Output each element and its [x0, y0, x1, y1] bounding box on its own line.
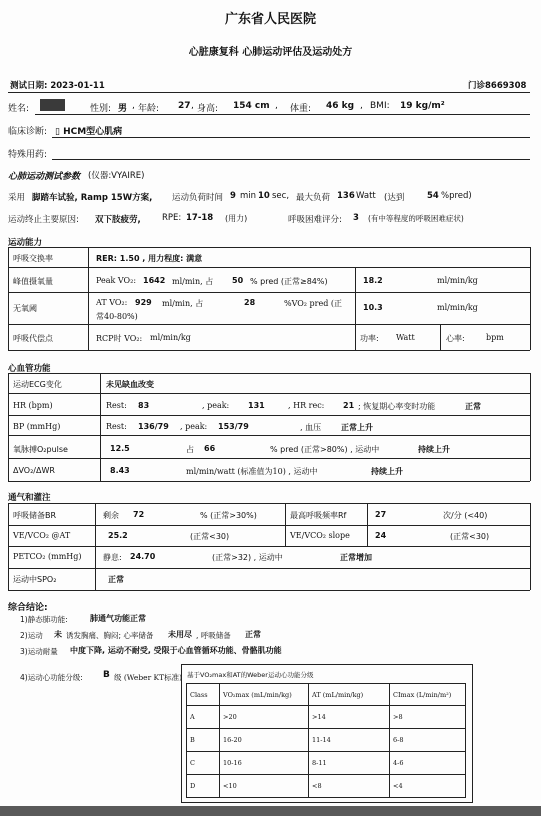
ecg-label: 运动ECG变化: [13, 380, 62, 389]
col-at: AT (mL/min/kg): [309, 684, 390, 706]
vevco2-slope-label: VE/VCO₂ slope: [290, 531, 350, 540]
pred-unit: %pred): [441, 191, 472, 201]
o2pulse-value: 12.5: [110, 444, 130, 453]
hr-rest: 83: [138, 401, 150, 410]
br-normal: % (正常>30%): [200, 511, 257, 520]
height-value: 154 cm: [233, 101, 270, 111]
load-min: 9: [230, 191, 236, 201]
rcp-hr-unit: bpm: [486, 333, 504, 342]
rcp-prefix: RCP时 VO₂:: [96, 334, 143, 343]
load-sec: 10: [258, 191, 270, 201]
petco2-normal: (正常>32) , 运动中: [212, 553, 283, 562]
conclusion-2-br-label: , 呼吸储备: [196, 631, 231, 640]
reach-pct: 54: [427, 191, 439, 201]
method-value: 脚踏车试验, Ramp 15W方案,: [32, 193, 153, 203]
conclusion-2-hr-reserve: 未用尽: [168, 630, 192, 639]
vevco2-at-normal: (正常<30): [190, 532, 230, 541]
table-row: D <10 <8 <4: [187, 775, 466, 798]
hr-recovery-result: 正常: [465, 402, 481, 411]
max-load: 136: [337, 191, 355, 201]
hr-recovery-text: ; 恢复期心率变时功能: [358, 402, 436, 411]
peak-vo2-prefix: Peak VO₂:: [96, 276, 137, 285]
age-label: 年龄:: [138, 104, 160, 114]
rer-value: RER: 1.50 , 用力程度: 满意: [96, 254, 203, 263]
params-heading: 心肺运动测试参数: [8, 172, 81, 182]
capacity-heading: 运动能力: [8, 238, 43, 248]
report-page: 广东省人民医院 心脏康复科 心肺运动评估及运动处方 测试日期: 2023-01-11 门诊8669308 姓名: 性别: 男 , 年龄: 27 , 身高: 154 cm , 体重: 46 kg , BMI: 19 kg/m² 临床诊断: ▯ HCM型心肌病 特殊用药: 心肺运动测试参数 (仪器:VYAIRE) 采用 脚踏车试验, Ramp 15W方案, 运动负荷时间 9 min 10 sec, 最大负荷 136 Watt (达到 54 %pred) 运动终止主要原因: 双下肢疲劳, RPE: 17-18 (用力) 呼吸困难评分: 3 (有中等程度的呼吸困难症状) 运动能力 呼吸交换率 RER: 1.50 , 用力程度: 满意 峰值摄氧量 Peak VO₂: 1642 ml/min, 占 50 % pred (正常≥84%) 18.2 ml/min/kg 无氧阈 AT VO₂: 929 ml/min, 占 28 %VO₂ pred (正 常40-80%) 10.3 ml/min/kg 呼吸代偿点 RCP时 VO₂: ml/min/kg 功率: Watt 心率: bpm 心血管功能 运动ECG变化 未见缺血改变 HR (bpm) Rest: 83 , peak: 131 , HR rec: 21 ; 恢复期心率变时功能 正常 BP (mmHg) Rest: 136/79 , peak: 153/79 , 血压 正常上升 氧脉搏O₂pulse 12.5 占 66 % pred (正常>80%) , 运动中 持续上升 ΔVO₂/ΔWR 8.43 ml/min/watt (标准值为10) , 运动中 持续上升 通气和灌注 呼吸储备BR 剩余 72 % (正常>30%) 最高呼吸频率Rf 27 次/分 (<40) VE/VCO₂ @AT 25.2 (正常<30) VE/VCO₂ slope 24 (正常<30) PETCO₂ (mmHg) 静息: 24.70 (正常>32) , 运动中 正常增加 运动中SPO₂ 正常 综合结论: 1)静态肺功能: 肺通气功能正常 2)运动 未 诱发胸痛、胸闷; 心率储备 未用尽 , 呼吸储备 正常 3)运动耐量 中度下降, 运动不耐受, 受限于心血管循环功能、骨骼肌功能 4)运动心功能分级: B 级 (Weber KT标准) 基于VO₂max和AT的Weber运动心功能分级 Class VO₂max (mL/min/kg) AT (mL/min/kg) CImax (L/min/m²) A >20 >14 >8 B 16-20 11-14 6-8 C 10-16 8-11 4-6 D <10 <8 <4: [0, 0, 541, 816]
sex-value: 男: [118, 104, 128, 114]
petco2-rest: 24.70: [130, 552, 156, 561]
hr-peak: 131: [248, 401, 265, 410]
load-time-label: 运动负荷时间: [172, 193, 224, 203]
rcp-power-label: 功率:: [360, 334, 379, 343]
peak-vo2-label: 峰值摄氧量: [13, 277, 53, 286]
bp-rest-label: Rest:: [106, 422, 127, 431]
o2pulse-normal: % pred (正常>80%) , 运动中: [270, 445, 380, 454]
conclusion-heading: 综合结论:: [8, 603, 48, 613]
at-normal-a: %VO₂ pred (正: [284, 299, 343, 308]
vevco2-slope-normal: (正常<30): [450, 532, 490, 541]
page-bottom-band: [0, 806, 541, 816]
ecg-value: 未见缺血改变: [106, 380, 154, 389]
conclusion-2-label: 2)运动: [20, 631, 43, 640]
at-normal-b: 常40-80%): [96, 312, 138, 321]
sex-label: 性别:: [90, 104, 112, 114]
rf-value: 27: [375, 510, 387, 519]
weber-class: B: [103, 670, 110, 680]
rpe-note: (用力): [225, 214, 248, 223]
hospital-name: 广东省人民医院: [224, 12, 316, 27]
hr-rec: 21: [343, 401, 355, 410]
dyspnea-label: 呼吸困难评分:: [288, 215, 342, 225]
height-label: 身高:: [197, 104, 219, 114]
table-row: A >20 >14 >8: [187, 706, 466, 729]
dvo2-label: ΔVO₂/ΔWR: [13, 466, 55, 475]
peak-vo2-value: 1642: [143, 276, 166, 285]
hr-label: HR (bpm): [13, 401, 53, 410]
cardio-heading: 心血管功能: [8, 364, 51, 374]
conclusion-2-not: 未: [54, 630, 62, 639]
weight-label: 体重:: [290, 104, 312, 114]
at-unit: ml/min, 占: [162, 299, 204, 308]
br-remain-label: 剩余: [103, 511, 119, 520]
peak-vo2-kg: 18.2: [363, 276, 383, 285]
conclusion-1-value: 肺通气功能正常: [90, 614, 146, 623]
ventilation-heading: 通气和灌注: [8, 493, 51, 503]
weber-table-caption: 基于VO₂max和AT的Weber运动心功能分级: [187, 671, 314, 679]
col-cimax: CImax (L/min/m²): [390, 684, 466, 706]
table-row: C 10-16 8-11 4-6: [187, 752, 466, 775]
bp-peak: 153/79: [218, 422, 249, 431]
spo2-label: 运动中SPO₂: [13, 575, 57, 584]
o2pulse-of: 占: [186, 445, 194, 454]
peak-vo2-pct: 50: [232, 276, 244, 285]
max-load-label: 最大负荷: [296, 193, 331, 203]
conclusion-1-label: 1)静态肺功能:: [20, 615, 68, 624]
diagnosis-label: 临床诊断:: [8, 127, 48, 137]
conclusion-4-label: 4)运动心功能分级:: [20, 673, 83, 682]
dyspnea-score: 3: [353, 213, 359, 223]
age-value: 27: [178, 101, 191, 111]
at-pct: 28: [244, 298, 256, 307]
table-row: B 16-20 11-14 6-8: [187, 729, 466, 752]
min-unit: min: [240, 191, 257, 201]
col-class: Class: [187, 684, 220, 706]
method-label: 采用: [8, 193, 26, 203]
rcp-label: 呼吸代偿点: [13, 334, 53, 343]
petco2-result: 正常增加: [340, 553, 372, 562]
rcp-unit: ml/min/kg: [150, 333, 191, 342]
sec-unit: sec,: [272, 191, 290, 201]
outpatient-number: 门诊8669308: [468, 81, 527, 91]
device-label: (仪器:VYAIRE): [88, 171, 145, 181]
rcp-hr-label: 心率:: [446, 334, 465, 343]
dvo2-value: 8.43: [110, 466, 130, 475]
meds-label: 特殊用药:: [8, 150, 48, 160]
bp-rest: 136/79: [138, 422, 169, 431]
rcp-power-unit: Watt: [396, 333, 415, 342]
at-kg: 10.3: [363, 303, 383, 312]
vevco2-slope-value: 24: [375, 531, 387, 540]
stop-reason: 双下肢疲劳,: [95, 215, 141, 225]
hr-rest-label: Rest:: [106, 401, 127, 410]
watt-unit: Watt: [356, 191, 376, 201]
petco2-label: PETCO₂ (mmHg): [13, 552, 82, 561]
at-label: 无氧阈: [13, 304, 37, 313]
conclusion-3-label: 3)运动耐量: [20, 647, 58, 656]
weight-value: 46 kg: [326, 101, 355, 111]
at-value: 929: [135, 298, 152, 307]
o2pulse-pct: 66: [204, 444, 216, 453]
o2pulse-trend: 持续上升: [418, 445, 450, 454]
reach-label: (达到: [384, 193, 405, 203]
conclusion-3-value: 中度下降, 运动不耐受, 受限于心血管循环功能、骨骼肌功能: [70, 646, 282, 655]
rer-label: 呼吸交换率: [13, 254, 53, 263]
dvo2-trend: 持续上升: [371, 467, 403, 476]
at-prefix: AT VO₂:: [96, 298, 128, 307]
peak-vo2-unit: ml/min, 占: [172, 277, 214, 286]
dvo2-unit: ml/min/watt (标准值为10) , 运动中: [186, 467, 318, 476]
weber-grade-table: [181, 664, 473, 803]
bp-peak-label: , peak:: [180, 422, 208, 431]
bp-label: BP (mmHg): [13, 422, 61, 431]
test-date: 测试日期: 2023-01-11: [10, 81, 105, 91]
rf-label: 最高呼吸频率Rf: [290, 511, 347, 520]
bp-result: 正常上升: [341, 423, 373, 432]
bmi-value: 19 kg/m²: [400, 101, 445, 111]
hr-rec-label: , HR rec:: [288, 401, 325, 410]
redacted-name: [40, 99, 65, 111]
name-label: 姓名:: [8, 104, 30, 114]
conclusion-2-br-value: 正常: [245, 630, 261, 639]
br-label: 呼吸储备BR: [13, 511, 57, 520]
bmi-label: BMI:: [370, 101, 390, 111]
vevco2-at-label: VE/VCO₂ @AT: [13, 531, 71, 540]
at-kg-unit: ml/min/kg: [437, 303, 478, 312]
rf-normal: 次/分 (<40): [443, 511, 488, 520]
peak-vo2-kg-unit: ml/min/kg: [437, 276, 478, 285]
rpe-label: RPE:: [162, 213, 182, 223]
spo2-value: 正常: [108, 575, 124, 584]
bp-text: , 血压: [300, 423, 322, 432]
rpe-value: 17-18: [186, 213, 214, 223]
dyspnea-note: (有中等程度的呼吸困难症状): [368, 214, 464, 223]
hr-peak-label: , peak:: [202, 401, 230, 410]
stop-reason-label: 运动终止主要原因:: [8, 215, 79, 225]
peak-vo2-normal: % pred (正常≥84%): [250, 277, 328, 286]
diagnosis-value: ▯ HCM型心肌病: [55, 127, 123, 137]
petco2-rest-label: 静息:: [103, 553, 122, 562]
report-title: 心脏康复科 心肺运动评估及运动处方: [188, 47, 353, 58]
weber-standard: 级 (Weber KT标准): [114, 673, 183, 682]
o2pulse-label: 氧脉搏O₂pulse: [13, 445, 68, 454]
br-value: 72: [133, 510, 145, 519]
col-vo2max: VO₂max (mL/min/kg): [220, 684, 309, 706]
vevco2-at-value: 25.2: [108, 531, 128, 540]
conclusion-2-text: 诱发胸痛、胸闷; 心率储备: [66, 631, 154, 640]
